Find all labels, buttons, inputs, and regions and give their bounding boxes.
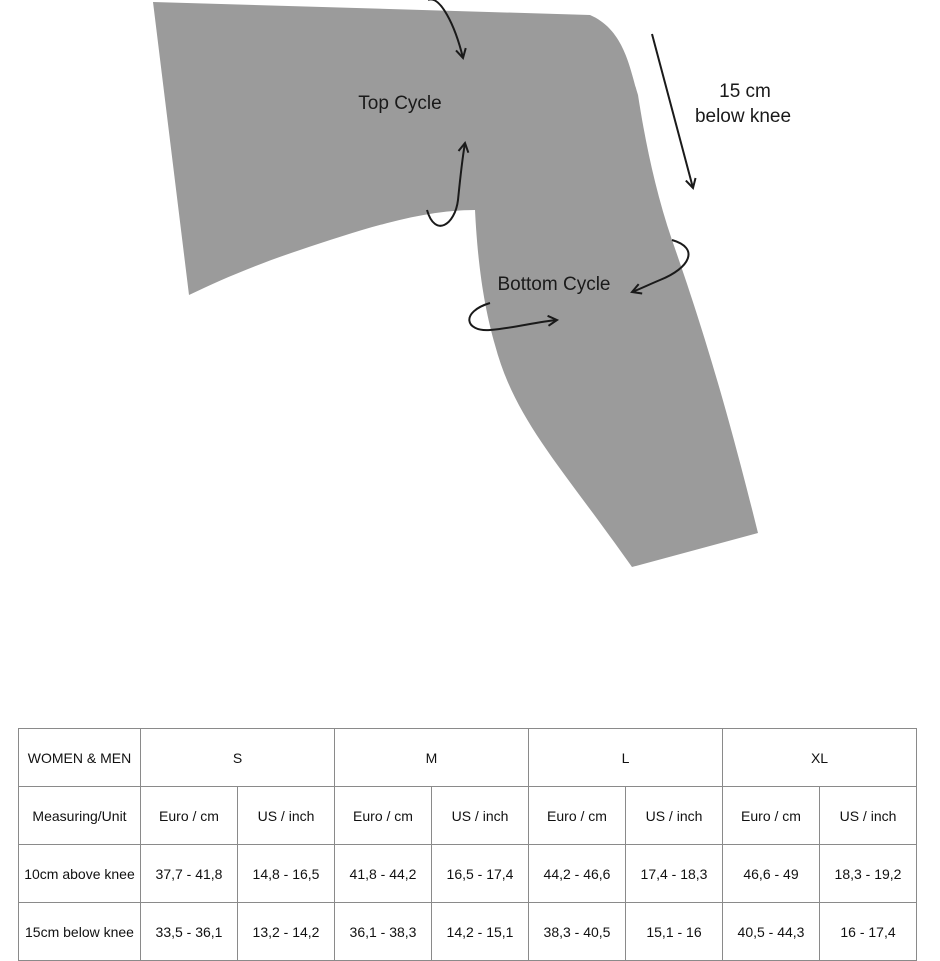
table-cell: 15,1 - 16 [626,903,723,961]
table-cell: 17,4 - 18,3 [626,845,723,903]
table-cell: 36,1 - 38,3 [335,903,432,961]
unit-row-label: Measuring/Unit [19,787,141,845]
table-cell: 33,5 - 36,1 [141,903,238,961]
table-cell: 16 - 17,4 [820,903,917,961]
unit-cell: Euro / cm [141,787,238,845]
table-cell: 16,5 - 17,4 [432,845,529,903]
size-chart-table [18,728,917,961]
unit-cell: US / inch [626,787,723,845]
table-row-units [19,787,917,845]
table-corner-label: WOMEN & MEN [19,729,141,787]
leg-silhouette [153,2,758,567]
unit-cell: Euro / cm [335,787,432,845]
unit-cell: US / inch [238,787,335,845]
table-cell: 44,2 - 46,6 [529,845,626,903]
size-header-l: L [529,729,723,787]
unit-cell: Euro / cm [529,787,626,845]
table-row-above-knee [19,845,917,903]
table-cell: 40,5 - 44,3 [723,903,820,961]
table-cell: 41,8 - 44,2 [335,845,432,903]
table-row-sizes [19,729,917,787]
table-cell: 37,7 - 41,8 [141,845,238,903]
row-label-above-knee: 10cm above knee [19,845,141,903]
measurement-arrow [652,34,693,188]
unit-cell: US / inch [820,787,917,845]
row-label-below-knee: 15cm below knee [19,903,141,961]
table-cell: 14,8 - 16,5 [238,845,335,903]
table-cell: 38,3 - 40,5 [529,903,626,961]
table-cell: 46,6 - 49 [723,845,820,903]
unit-cell: Euro / cm [723,787,820,845]
size-header-xl: XL [723,729,917,787]
measurement-label-line2: below knee [694,106,792,127]
table-cell: 18,3 - 19,2 [820,845,917,903]
measurement-label-line1: 15 cm [719,81,771,102]
table-row-below-knee [19,903,917,961]
unit-cell: US / inch [432,787,529,845]
size-header-m: M [335,729,529,787]
size-header-s: S [141,729,335,787]
table-cell: 14,2 - 15,1 [432,903,529,961]
bottom-cycle-label: Bottom Cycle [497,274,611,295]
table-cell: 13,2 - 14,2 [238,903,335,961]
top-cycle-label: Top Cycle [358,93,442,114]
